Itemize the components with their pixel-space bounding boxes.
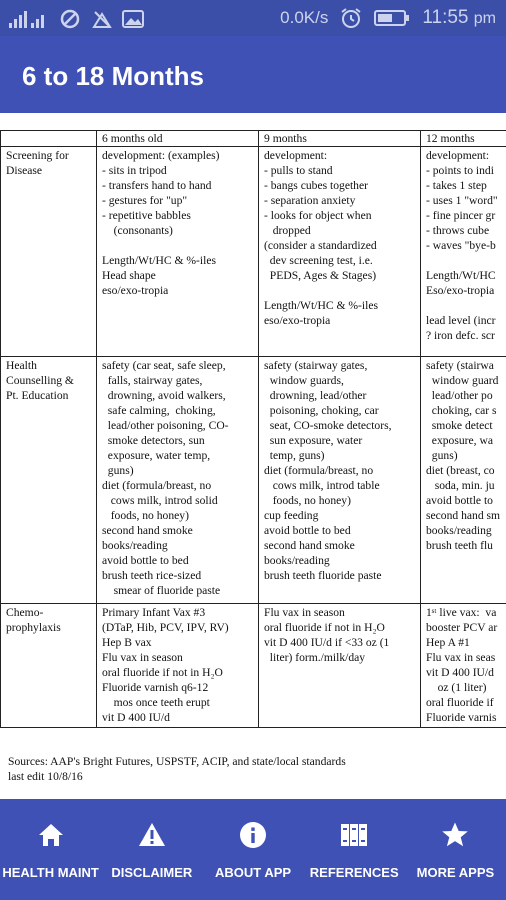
cell-line: ? iron defc. scr <box>426 329 495 342</box>
cell-line: mos once teeth erupt <box>102 696 210 709</box>
table-cell <box>421 604 506 728</box>
table-cell <box>97 147 259 357</box>
image-icon <box>122 9 144 29</box>
cell-line: (consider a standardized <box>264 239 377 252</box>
cell-line: soda, min. ju <box>426 479 495 492</box>
cell-line: window guards, <box>264 374 344 387</box>
info-icon <box>239 821 267 849</box>
nav-health-maint[interactable] <box>0 799 101 900</box>
table-header-row <box>1 131 506 147</box>
cell-line: Length/Wt/HC & %-iles <box>102 254 216 267</box>
cell-line: - bangs cubes together <box>264 179 368 192</box>
cell-line: liter) form./milk/day <box>264 651 366 664</box>
cell-line: smear of fluoride paste <box>102 584 221 597</box>
signal-icon <box>8 9 48 29</box>
table-cell <box>259 147 421 357</box>
table-cell <box>259 357 421 604</box>
cell-line: cows milk, introd table <box>264 479 380 492</box>
cell-line: books/reading <box>264 554 330 567</box>
cell-line: - transfers hand to hand <box>102 179 212 192</box>
status-icons-right <box>280 7 496 29</box>
page-title: 6 to 18 Months <box>22 61 205 91</box>
cell-line: falls, stairway gates, <box>102 374 203 387</box>
table-cell <box>421 357 506 604</box>
cell-line: Fluoride varnis <box>426 711 497 724</box>
network-speed: 0.0K/s <box>280 8 329 27</box>
row-label <box>1 357 97 604</box>
cell-line: development: <box>426 149 490 162</box>
cell-line: guns) <box>426 449 458 462</box>
app-bar <box>0 36 506 113</box>
cell-line: - separation anxiety <box>264 194 356 207</box>
cell-line: - repetitive babbles <box>102 209 191 222</box>
status-bar <box>0 0 506 36</box>
cell-line: Fluoride varnish q6-12 <box>102 681 209 694</box>
nav-label: HEALTH MAINT <box>2 865 99 880</box>
cell-line: smoke detect <box>426 419 493 432</box>
cell-line: vit D 400 IU/d <box>426 666 494 679</box>
warning-icon <box>138 821 166 849</box>
row-label-line: Health <box>6 359 37 372</box>
row-label <box>1 147 97 357</box>
cell-line: smoke detectors, sun <box>102 434 205 447</box>
row-label-line: Screening for <box>6 149 69 162</box>
cell-line: Primary Infant Vax #3 <box>102 606 206 619</box>
cell-line: brush teeth flu <box>426 539 493 552</box>
footnote-sources: Sources: AAP's Bright Futures, USPSTF, ACIP, and state/local standards <box>8 755 346 768</box>
cell-line: cows milk, introd solid <box>102 494 218 507</box>
nav-label: DISCLAIMER <box>111 865 193 880</box>
cell-line: avoid bottle to bed <box>102 554 189 567</box>
cell-line: brush teeth rice-sized <box>102 569 202 582</box>
cell-line: lead level (incr <box>426 314 496 327</box>
cell-line: diet (formula/breast, no <box>264 464 374 477</box>
cell-line: booster PCV ar <box>426 621 498 634</box>
cell-line: - uses 1 "word" <box>426 194 498 207</box>
cell-line: - gestures for "up" <box>102 194 188 207</box>
cell-line: oz (1 liter) <box>426 681 487 694</box>
cell-line: Flu vax in seas <box>426 651 496 664</box>
cell-line: drowning, avoid walkers, <box>102 389 226 402</box>
row-label-line: prophylaxis <box>6 621 61 634</box>
row-label-line: Chemo- <box>6 606 44 619</box>
schedule-table <box>0 130 506 728</box>
cell-line: - fine pincer gr <box>426 209 496 222</box>
nav-about-app[interactable] <box>202 799 303 900</box>
column-header: 12 months <box>421 131 506 147</box>
cell-line: brush teeth fluoride paste <box>264 569 382 582</box>
table-cell <box>259 604 421 728</box>
cell-line: foods, no honey) <box>102 509 189 522</box>
cell-line: Length/Wt/HC <box>426 269 496 282</box>
row-label <box>1 604 97 728</box>
cell-line: diet (formula/breast, no <box>102 479 212 492</box>
wifi-off-icon <box>92 9 112 29</box>
cell-line: dev screening test, i.e. <box>264 254 373 267</box>
table-cell <box>421 147 506 357</box>
status-icons-left <box>8 8 144 30</box>
cell-line: books/reading <box>102 539 168 552</box>
cell-line <box>102 238 255 253</box>
cell-line: avoid bottle to bed <box>264 524 351 537</box>
schedule-content[interactable] <box>0 113 506 799</box>
cell-line: - looks for object when <box>264 209 372 222</box>
cell-line: Head shape <box>102 269 156 282</box>
cell-line: safety (stairwa <box>426 359 494 372</box>
cell-line: guns) <box>102 464 134 477</box>
cell-line: lead/other poisoning, CO- <box>102 419 229 432</box>
cell-line: oral fluoride if <box>426 696 494 709</box>
cell-line: sun exposure, water <box>264 434 363 447</box>
cell-line: Hep A #1 <box>426 636 470 649</box>
cell-line: vit D 400 IU/d <box>102 711 170 724</box>
no-sim-icon <box>58 8 82 30</box>
cell-line: Hep B vax <box>102 636 152 649</box>
nav-more-apps[interactable] <box>405 799 506 900</box>
cell-line: Flu vax in season <box>264 606 345 619</box>
cell-line: - throws cube <box>426 224 490 237</box>
table-row <box>1 604 506 728</box>
cell-line: exposure, wa <box>426 434 493 447</box>
clock <box>422 7 496 29</box>
footnote <box>8 754 346 784</box>
column-header: 9 months <box>259 131 421 147</box>
cell-line: oral fluoride if not in H₂O <box>264 621 385 634</box>
cell-line: (DTaP, Hib, PCV, IPV, RV) <box>102 621 229 634</box>
cell-line: 1ˢᵗ live vax: va <box>426 606 497 619</box>
nav-label: MORE APPS <box>416 865 495 880</box>
table-row <box>1 147 506 357</box>
cell-line <box>426 298 506 313</box>
battery-icon <box>374 8 410 28</box>
cell-line: second hand smoke <box>264 539 355 552</box>
cell-line: - pulls to stand <box>264 164 333 177</box>
nav-label: ABOUT APP <box>214 865 292 880</box>
cell-line: exposure, water temp, <box>102 449 211 462</box>
cell-line: - takes 1 step <box>426 179 487 192</box>
cell-line: dropped <box>264 224 311 237</box>
row-label-line: Pt. Education <box>6 389 69 402</box>
cell-line: Flu vax in season <box>102 651 183 664</box>
cell-line: choking, car s <box>426 404 497 417</box>
cell-line: safe calming, choking, <box>102 404 216 417</box>
cell-line: - waves "bye-b <box>426 239 496 252</box>
cell-line: eso/exo-tropia <box>102 284 169 297</box>
column-header <box>1 131 97 147</box>
row-label-line: Disease <box>6 164 43 177</box>
cell-line: second hand smoke <box>102 524 193 537</box>
column-header: 6 months old <box>97 131 259 147</box>
cell-line: drowning, lead/other <box>264 389 367 402</box>
nav-label: REFERENCES <box>309 865 399 880</box>
cell-line: oral fluoride if not in H₂O <box>102 666 223 679</box>
cell-line: poisoning, choking, car <box>264 404 379 417</box>
cell-line: diet (breast, co <box>426 464 495 477</box>
cell-line <box>426 253 506 268</box>
books-icon <box>339 821 369 849</box>
cell-line: Length/Wt/HC & %-iles <box>264 299 378 312</box>
cell-line: development: <box>264 149 328 162</box>
cell-line: seat, CO-smoke detectors, <box>264 419 392 432</box>
cell-line: development: (examples) <box>102 149 220 162</box>
bottom-nav <box>0 799 506 900</box>
cell-line: safety (stairway gates, <box>264 359 368 372</box>
cell-line: books/reading <box>426 524 492 537</box>
cell-line: eso/exo-tropia <box>264 314 331 327</box>
nav-references[interactable] <box>304 799 405 900</box>
star-icon <box>441 821 469 849</box>
footnote-last-edit: last edit 10/8/16 <box>8 770 83 783</box>
cell-line: cup feeding <box>264 509 319 522</box>
cell-line: safety (car seat, safe sleep, <box>102 359 226 372</box>
cell-line: PEDS, Ages & Stages) <box>264 269 377 282</box>
clock-time: 11:55 <box>422 7 469 28</box>
cell-line: - points to indi <box>426 164 494 177</box>
home-icon <box>37 821 65 849</box>
cell-line: (consonants) <box>102 224 173 237</box>
cell-line: avoid bottle to <box>426 494 493 507</box>
cell-line: Eso/exo-tropia <box>426 284 495 297</box>
cell-line: vit D 400 IU/d if <33 oz (1 <box>264 636 390 649</box>
table-cell <box>97 604 259 728</box>
table-row <box>1 357 506 604</box>
cell-line: lead/other po <box>426 389 493 402</box>
cell-line: second hand sm <box>426 509 501 522</box>
cell-line: - sits in tripod <box>102 164 167 177</box>
alarm-icon <box>340 7 362 29</box>
clock-suffix: pm <box>473 10 496 27</box>
nav-disclaimer[interactable] <box>101 799 202 900</box>
cell-line: temp, guns) <box>264 449 325 462</box>
table-cell <box>97 357 259 604</box>
cell-line <box>264 283 417 298</box>
cell-line: foods, no honey) <box>264 494 351 507</box>
cell-line: window guard <box>426 374 499 387</box>
row-label-line: Counselling & <box>6 374 74 387</box>
